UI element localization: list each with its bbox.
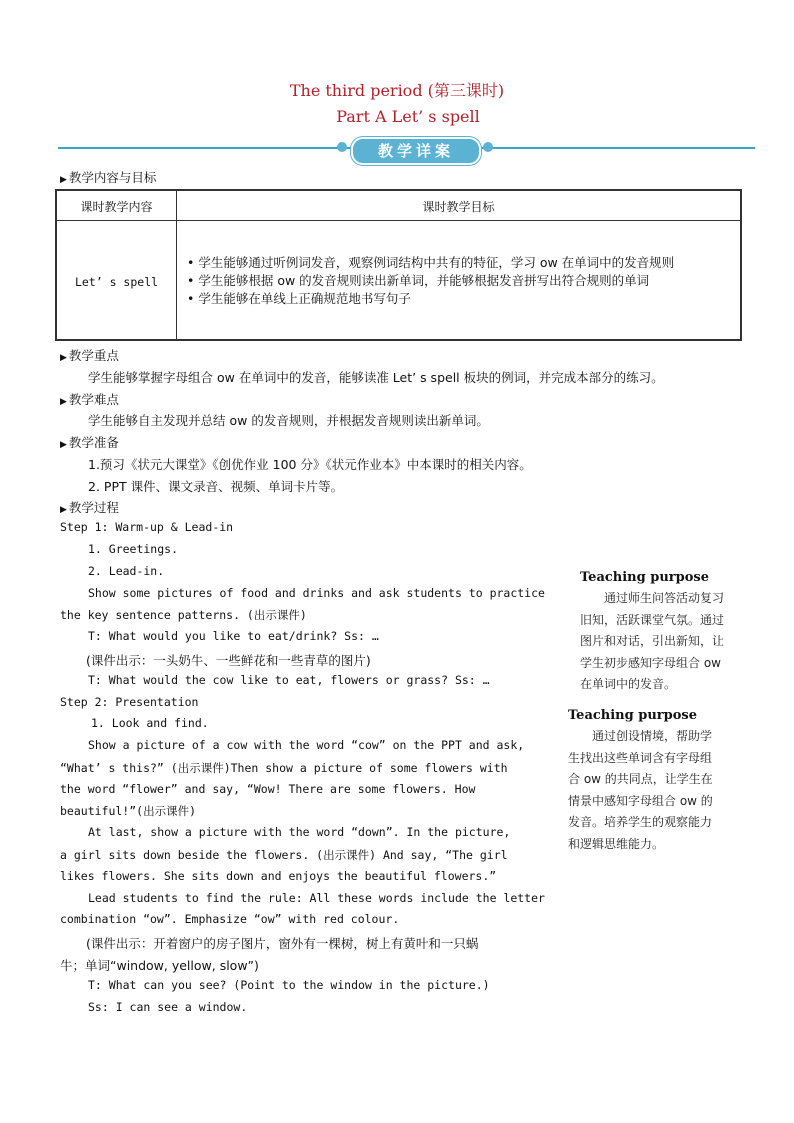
sidebar-heading: Teaching purpose [580,570,709,585]
section-heading-difficulties: ▶ 教学难点 [60,392,119,407]
process-line: Lead students to find the rule: All these words include the letter [88,891,545,905]
page-title: The third period (第三课时) [289,81,505,100]
goal-item: • 学生能够根据 ow 的发音规则读出新单词，并能够根据发音拼写出符合规则的单词 [187,273,650,288]
section-heading-key-points: ▶ 教学重点 [60,348,119,363]
process-line: the key sentence patterns. (出示课件) [60,608,307,622]
process-line: a girl sits down beside the flowers. (出示课件) And say, “The girl [60,848,508,862]
sidebar-heading: Teaching purpose [568,708,697,723]
process-line: (课件出示：开着窗户的房子图片，窗外有一棵树，树上有黄叶和一只蜗 [86,936,479,951]
goal-item: • 学生能够通过听例词发音，观察例词结构中共有的特征，学习 ow 在单词中的发音规则 [187,255,675,270]
triangle-bullet-icon: ▶ [60,353,67,363]
process-line: combination “ow”. Emphasize “ow” with red colour. [60,912,400,926]
process-line: Show a picture of a cow with the word “cow” on the PPT and ask, [88,738,525,752]
sidebar-note: 通过创设情境，帮助学 生找出这些单词含有字母组 合 ow 的共同点，让学生在 情景中感知字母组合 ow 的 发音。培养学生的观察能力 和逻辑思维能力。 [568,729,713,851]
key-points-text: 学生能够掌握字母组合 ow 在单词中的发音，能够读准 Let’ s spell 板块的例词，并完成本部分的练习。 [88,370,664,385]
preparation-item: 2. PPT 课件、课文录音、视频、单词卡片等。 [88,479,344,494]
goal-item: • 学生能够在单线上正确规范地书写句子 [187,291,411,306]
section-heading-process: ▶ 教学过程 [60,500,119,515]
difficulties-text: 学生能够自主发现并总结 ow 的发音规则，并根据发音规则读出新单词。 [88,413,489,428]
table-header-content: 课时教学内容 [80,200,153,214]
page-subtitle: Part A Let’ s spell [336,107,480,126]
process-line: 2. Lead-in. [88,564,165,578]
banner-badge: 教学详案 [351,137,481,165]
triangle-bullet-icon: ▶ [60,440,67,450]
table-header-goals: 课时教学目标 [422,200,495,214]
process-line: beautiful!”(出示课件) [60,804,197,818]
sidebar-note: 通过师生问答活动复习 旧知，活跃课堂气氛。通过 图片和对话，引出新知，让 学生初步感知字母组合 ow 在单词中的发音。 [580,591,725,691]
process-line: 1. Greetings. [88,542,179,556]
process-line: the word “flower” and say, “Wow! There are some flowers. How [60,782,476,796]
process-line: 牛；单词“window, yellow, slow”) [60,958,259,973]
process-line: Step 2: Presentation [60,695,199,709]
triangle-bullet-icon: ▶ [60,505,67,515]
section-heading-content-goals: ▶ 教学内容与目标 [60,170,157,185]
goal-list [187,254,674,308]
process-line: T: What would the cow like to eat, flowers or grass? Ss: … [88,673,490,687]
process-line: At last, show a picture with the word “down”. In the picture, [88,825,511,839]
process-line: Step 1: Warm-up & Lead-in [60,520,234,534]
section-heading-preparation: ▶ 教学准备 [60,435,119,450]
process-line: Show some pictures of food and drinks and ask students to practice [88,586,545,600]
table-cell-content: Let’ s spell [74,275,159,289]
process-line: T: What would you like to eat/drink? Ss: … [88,629,379,643]
process-line: likes flowers. She sits down and enjoys the beautiful flowers.” [60,869,497,883]
banner-dot-left [337,142,347,152]
process-line: Ss: I can see a window. [88,1000,248,1014]
process-line: “What’ s this?” (出示课件)Then show a picture of some flowers with [60,761,508,775]
triangle-bullet-icon: ▶ [60,175,67,185]
banner-dot-right [483,142,493,152]
process-line: T: What can you see? (Point to the window in the picture.) [88,978,490,992]
triangle-bullet-icon: ▶ [60,397,67,407]
process-line: 1. Look and find. [91,716,209,730]
goal-table [55,189,742,341]
preparation-item: 1.预习《状元大课堂》《创优作业 100 分》《状元作业本》中本课时的相关内容。 [88,457,532,472]
process-line: (课件出示：一头奶牛、一些鲜花和一些青草的图片) [86,653,371,668]
